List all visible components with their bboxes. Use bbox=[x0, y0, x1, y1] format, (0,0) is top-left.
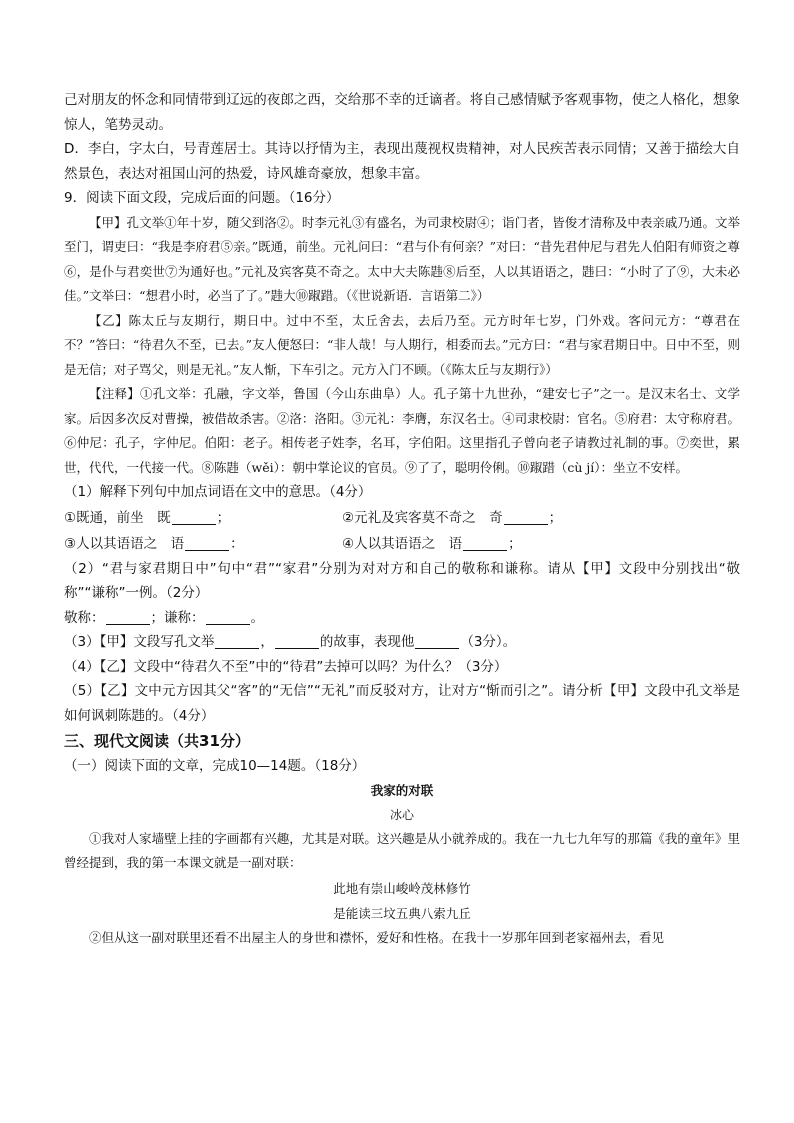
passage-yi: 【乙】陈太丘与友期行，期日中。过中不至，太丘舍去，去后乃至。元方时年七岁，门外戏。客问元方：“尊君在不？”答曰：“待君久不至，已去。”友人便怒曰：“非人哉！与人期行，相委而去。”元方曰：“君与家君期日中。日中不至，则是无信；对子骂父，则是无礼。”友人惭，下车引之。元方入门不顾。（《陈太丘与友期行》） bbox=[64, 312, 740, 377]
sub-question-1-row-a bbox=[64, 505, 740, 531]
item-1-end: ； bbox=[216, 509, 231, 526]
answer-blank[interactable] bbox=[172, 509, 216, 525]
answer-blank[interactable] bbox=[275, 633, 319, 649]
respectful-label: 敬称： bbox=[64, 609, 105, 626]
answer-blank[interactable] bbox=[463, 535, 507, 551]
sub-question-2-stem: （2）“君与家君期日中”句中“君”“家君”分别为对对方和自己的敬称和谦称。请从【甲】文段中分别找出“敬称”“谦称”一例。（2分） bbox=[64, 560, 740, 601]
question-9-stem: 9．阅读下面文段，完成后面的问题。（16分） bbox=[64, 190, 340, 206]
sub-question-1-row-b bbox=[64, 531, 740, 557]
sub-question-4: （4）【乙】文段中“待君久不至”中的“待君”去掉可以吗？为什么？（3分） bbox=[64, 658, 508, 675]
item-2-text: ②元礼及宾客莫不奇之 奇 bbox=[342, 509, 503, 526]
sub-question-5: （5）【乙】文中元方因其父“客”的“无信”“无礼”而反驳对方，让对方“惭而引之”。请分析【甲】文段中孔文举是如何讽刺陈韪的。（4分） bbox=[64, 683, 740, 724]
annotations: 【注释】①孔文举：孔融，字文举，鲁国（今山东曲阜）人。孔子第十九世孙，“建安七子”之一。是汉末名士、文学家。后因多次反对曹操，被借故杀害。②洛：洛阳。③元礼：李膺，东汉名士。④司隶校尉：官名。⑤府君：太守称府君。⑥仲尼：孔子，字仲尼。伯阳：老子。相传老子姓李，名耳，字伯阳。这里指孔子曾向老子请教过礼制的事。⑦奕世，累世，代代，一代接一代。⑧陈韪（wěi）：朝中掌论议的官员。⑨了了，聪明伶俐。⑩踧踖（cù jí）：坐立不安样。 bbox=[64, 386, 740, 475]
exam-page bbox=[64, 88, 740, 950]
item-3-end: ： bbox=[230, 535, 244, 552]
item-4 bbox=[342, 531, 620, 557]
sub3-part-d: （3分）。 bbox=[460, 634, 517, 650]
article-author: 冰心 bbox=[389, 807, 414, 822]
item-1-text: ①既通，前坐 既 bbox=[64, 509, 171, 526]
item-3 bbox=[64, 531, 342, 557]
item-3-text: ③人以其语语之 语 bbox=[64, 535, 185, 552]
sub3-part-c: 的故事，表现他 bbox=[319, 634, 415, 650]
item-4-end: ； bbox=[508, 535, 522, 552]
section-3-heading: 三、现代文阅读（共31分） bbox=[64, 732, 250, 750]
answer-blank[interactable] bbox=[215, 633, 259, 649]
answer-blank[interactable] bbox=[106, 609, 150, 625]
answer-blank[interactable] bbox=[415, 633, 459, 649]
item-2-end: ； bbox=[548, 509, 563, 526]
sub-question-3 bbox=[64, 630, 740, 655]
answer-blank[interactable] bbox=[504, 509, 548, 525]
section-3-part-1: （一）阅读下面的文章，完成10—14题。（18分） bbox=[64, 758, 366, 774]
option-d: D．李白，字太白，号青莲居士。其诗以抒情为主，表现出蔑视权贵精神，对人民疾苦表示同情；又善于描绘大自然景色，表达对祖国山河的热爱，诗风雄奇豪放，想象丰富。 bbox=[64, 141, 740, 182]
passage-jia: 【甲】孔文举①年十岁，随父到洛②。时李元礼③有盛名，为司隶校尉④；诣门者，皆俊才清称及中表亲戚乃通。文举至门，谓吏曰：“我是李府君⑤亲。”既通，前坐。元礼问曰：“君与仆有何亲？”对曰：“昔先君仲尼与君先人伯阳有师资之尊⑥，是仆与君奕世⑦为通好也。”元礼及宾客莫不奇之。太中大夫陈韪⑧后至，人以其语语之，韪曰：“小时了了⑨，大未必佳。”文举曰：“想君小时，必当了了。”韪大⑩踧踖。（《世说新语．言语第二》） bbox=[64, 214, 740, 303]
couplet-line-1: 此地有崇山峻岭茂林修竹 bbox=[333, 880, 471, 896]
sub3-part-a: （3）【甲】文段写孔文举 bbox=[64, 634, 215, 650]
article-paragraph-2: ②但从这一副对联里还看不出屋主人的身世和襟怀，爱好和性格。在我十一岁那年回到老家福州去，看见 bbox=[89, 929, 665, 945]
answer-blank[interactable] bbox=[206, 609, 250, 625]
article-paragraph-1: ①我对人家墙壁上挂的字画都有兴趣，尤其是对联。这兴趣是从小就养成的。我在一九七九年写的那篇《我的童年》里曾经提到，我的第一本课文就是一副对联： bbox=[64, 830, 740, 870]
humble-label: ；谦称： bbox=[150, 609, 205, 626]
sub3-part-b: ， bbox=[260, 634, 274, 650]
period: 。 bbox=[250, 609, 264, 626]
sub-question-1-stem: （1）解释下列句中加点词语在文中的意思。（4分） bbox=[64, 484, 372, 500]
couplet-line-2: 是能读三坟五典八索九丘 bbox=[333, 905, 471, 921]
answer-blank[interactable] bbox=[185, 535, 229, 551]
item-4-text: ④人以其语语之 语 bbox=[342, 535, 463, 552]
sub-question-2-answer bbox=[64, 606, 740, 631]
intro-continuation: 己对朋友的怀念和同情带到辽远的夜郎之西，交给那不幸的迁谪者。将自己感情赋予客观事物，使之人格化，想象惊人，笔势灵动。 bbox=[64, 92, 740, 133]
item-1 bbox=[64, 505, 342, 531]
article-title: 我家的对联 bbox=[370, 782, 434, 798]
item-2 bbox=[342, 505, 620, 531]
